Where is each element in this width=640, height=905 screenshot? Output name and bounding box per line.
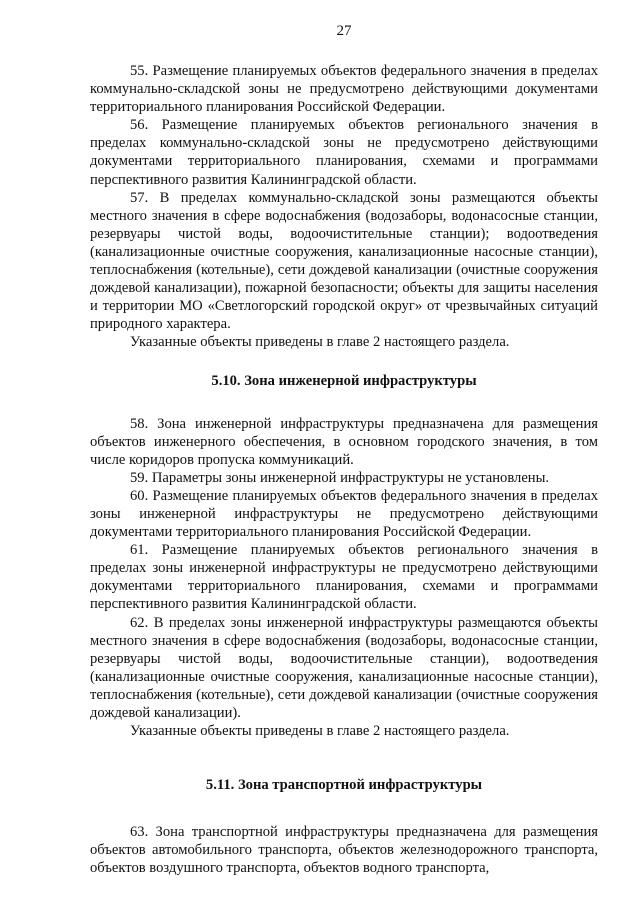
paragraph-reference-chapter-2: Указанные объекты приведены в главе 2 настоящего раздела.	[130, 723, 510, 740]
document-body	[90, 62, 598, 877]
paragraph-56: 56. Размещение планируемых объектов регионального значения в пределах коммунально-складской зоны не предусмотрено действующими документами территориального планирования, схемами и программами перспективного развития Калининградской области.	[90, 117, 598, 188]
paragraph-62: 62. В пределах зоны инженерной инфраструктуры размещаются объекты местного значения в сфере водоснабжения (водозаборы, водонасосные станции, резервуары чистой воды, водоочистительные станции), водоотведения (канализационные очистные сооружения, канализационные насосные станции), теплоснабжения (котельные), сети дождевой канализации (очистные сооружения дождевой канализации).	[90, 614, 598, 721]
paragraph-59: 59. Параметры зоны инженерной инфраструктуры не установлены.	[130, 469, 550, 486]
paragraph-60: 60. Размещение планируемых объектов федерального значения в пределах зоны инженерной инфраструктуры не предусмотрено действующими документами территориального планирования Российской Федерации.	[90, 487, 598, 541]
section-heading-5-11: 5.11. Зона транспортной инфраструктуры	[205, 777, 483, 794]
paragraph-61: 61. Размещение планируемых объектов регионального значения в пределах зоны инженерной инфраструктуры не предусмотрено действующими документами территориального планирования, схемами и программами перспективного развития Калининградской области.	[90, 542, 598, 613]
paragraph-63: 63. Зона транспортной инфраструктуры предназначена для размещения объектов автомобильного транспорта, объектов железнодорожного транспорта, объектов воздушного транспорта, объектов водного транспорта,	[90, 824, 598, 877]
paragraph-58: 58. Зона инженерной инфраструктуры предназначена для размещения объектов инженерного обеспечения, в основном городского значения, в том числе коридоров пропуска коммуникаций.	[90, 415, 598, 468]
paragraph-55: 55. Размещение планируемых объектов федерального значения в пределах коммунально-складской зоны не предусмотрено действующими документами территориального планирования Российской Федерации.	[90, 63, 598, 116]
paragraph-57: 57. В пределах коммунально-складской зоны размещаются объекты местного значения в сфере водоснабжения (водозаборы, водонасосные станции, резервуары чистой воды, водоочистительные станции); водоотведения (канализационные очистные сооружения, канализационные насосные станции), теплоснабжения (котельные), сети дождевой канализации (очистные сооружения дождевой канализации), пожарной безопасности; объекты для защиты населения и территории МО «Светлогорский городской округ» от чрезвычайных ситуаций природного характера.	[90, 189, 598, 333]
paragraph-reference-chapter-2: Указанные объекты приведены в главе 2 настоящего раздела.	[130, 334, 510, 351]
section-heading-5-10: 5.10. Зона инженерной инфраструктуры	[211, 372, 477, 389]
page-number: 27	[336, 23, 352, 39]
document-page	[90, 0, 598, 905]
